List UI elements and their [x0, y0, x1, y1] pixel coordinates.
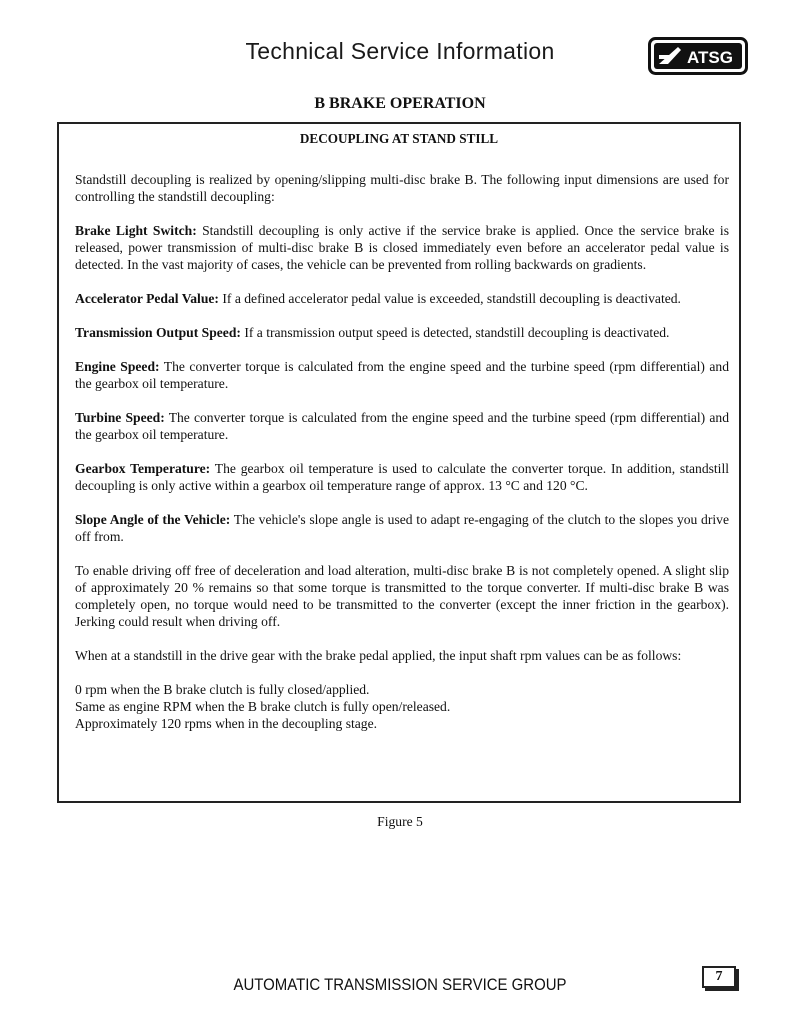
item-text: The converter torque is calculated from the engine speed and the turbine speed (rpm differential) and the gearbox oil temperature. [75, 410, 729, 442]
item-text: If a defined accelerator pedal value is exceeded, standstill decoupling is deactivated. [218, 291, 681, 306]
rpm-line: Same as engine RPM when the B brake clutch is fully open/released. [75, 699, 451, 714]
footer-text: AUTOMATIC TRANSMISSION SERVICE GROUP [233, 975, 567, 994]
item-turbine-speed [75, 409, 729, 443]
content-body [75, 171, 729, 732]
item-label: Engine Speed: [75, 359, 160, 374]
rpm-line: Approximately 120 rpms when in the decoupling stage. [75, 716, 378, 731]
item-label: Gearbox Temperature: [75, 461, 211, 476]
atsg-logo [648, 37, 748, 75]
figure-caption: Figure 5 [377, 814, 423, 829]
item-brake-light-switch [75, 222, 729, 273]
item-slope-angle [75, 511, 729, 545]
item-transmission-output-speed [75, 324, 729, 341]
item-label: Accelerator Pedal Value: [75, 291, 219, 306]
item-text: Standstill decoupling is only active if the service brake is applied. Once the service brake is released, power transmission of multi-disc brake B is closed immediately even before an accelerator pedal value is detected. In the vast majority of cases, the vehicle can be prevented from rolling backwards on gradients. [75, 223, 729, 272]
item-label: Transmission Output Speed: [75, 325, 241, 340]
header-title: Technical Service Information [245, 38, 555, 64]
item-label: Brake Light Switch: [75, 223, 197, 238]
standstill-paragraph: When at a standstill in the drive gear with the brake pedal applied, the input shaft rpm values can be as follows: [75, 648, 682, 663]
item-engine-speed [75, 358, 729, 392]
logo-text: ATSG [687, 48, 733, 67]
item-gearbox-temperature [75, 460, 729, 494]
item-text: The gearbox oil temperature is used to calculate the converter torque. In addition, standstill decoupling is only active within a gearbox oil temperature range of approx. 13 °C and 120 °C. [75, 461, 730, 493]
rpm-line: 0 rpm when the B brake clutch is fully closed/applied. [75, 682, 370, 697]
content-box [57, 122, 741, 803]
item-text: The converter torque is calculated from the engine speed and the turbine speed (rpm differential) and the gearbox oil temperature. [75, 359, 730, 391]
box-heading: DECOUPLING AT STAND STILL [299, 131, 499, 146]
item-accelerator-pedal-value [75, 290, 729, 307]
intro-paragraph: Standstill decoupling is realized by opening/slipping multi-disc brake B. The following input dimensions are used for controlling the standstill decoupling: [75, 172, 729, 204]
item-label: Slope Angle of the Vehicle: [75, 512, 231, 527]
rpm-list [75, 681, 729, 732]
slip-paragraph: To enable driving off free of deceleration and load alteration, multi-disc brake B is not completely opened. A slight slip of approximately 20 % remains so that some torque is transmitted to the torque converter. If multi-disc brake B was completely open, no torque would need to be transmitted to the converter (except the inner friction in the gearbox). Jerking could result when driving off. [75, 563, 729, 629]
page-number: 7 [702, 966, 736, 988]
item-text: If a transmission output speed is detected, standstill decoupling is deactivated. [240, 325, 670, 340]
section-title: B BRAKE OPERATION [314, 95, 486, 112]
item-label: Turbine Speed: [75, 410, 165, 425]
item-text: The vehicle's slope angle is used to adapt re-engaging of the clutch to the slopes you drive off from. [75, 512, 729, 544]
